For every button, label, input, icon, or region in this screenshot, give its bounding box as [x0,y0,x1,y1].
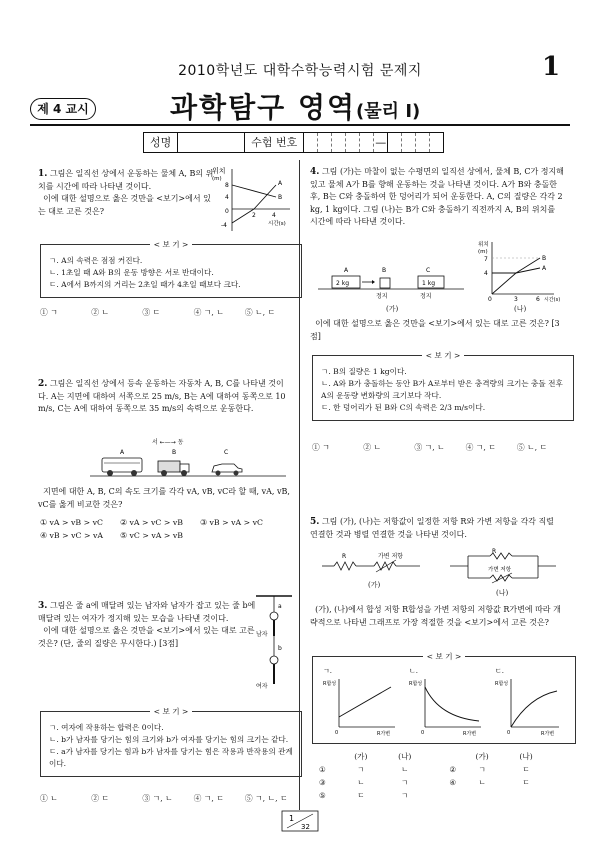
choice-number[interactable]: ② [449,765,457,774]
wheel-icon [181,470,187,476]
q5-curve-ga [339,687,391,717]
header-rule [30,124,570,126]
wheel-icon [234,471,239,476]
table-header: (나) [519,752,533,761]
q4-choice[interactable]: ⑤ ㄴ, ㄷ [516,443,548,452]
table-cell: ㄱ [401,778,409,787]
choice-number[interactable]: ⑤ [319,791,326,800]
q5-y-label: R합성 [495,681,509,687]
q3-rope-figure [254,594,294,694]
q1-number: 1. [38,169,48,179]
q1-choice[interactable]: ③ ㄷ [142,308,161,317]
q4-fig-ga [316,262,466,306]
exam-no-cell[interactable] [346,133,360,152]
exam-no-cell[interactable] [318,133,332,152]
q4-yunit: (m) [478,249,488,255]
q4-stem: 그림 (가)는 마찰이 없는 수평면의 일직선 상에서, 물체 B, C가 정지해 있고 물체 A가 B를 향해 운동하는 것을 나타낸 것이다. A가 B와 충돌한 후, B는 C와 충돌하여 한 덩어리가 되어 운동한다. A, C의 질량은 각각 2 kg, 1 kg이다. 그림 (나)는 B가 C와 충돌하기 직전까지 A, B의 위치를 시간에 따라 나타낸 것이다. [310,167,564,226]
q4-text [310,166,564,229]
q4-ytick: 7 [484,256,488,263]
q1-yunit: (m) [212,176,222,182]
table-row[interactable] [318,789,548,802]
q4-mass-c: 1 kg [422,280,436,287]
q4-question [310,318,564,343]
q1-question: 이에 대한 설명으로 옳은 것만을 <보기>에서 있는 대로 고른 것은? [38,194,211,216]
q3-bogi [40,707,302,777]
q4-series-label: A [542,265,547,272]
q3-label-woman: 여자 [256,683,268,690]
q5-graph-label: ㄴ. [409,667,418,675]
exam-no-cell[interactable] [332,133,346,152]
q2-choice[interactable]: ④ vB > vC > vA [40,531,103,540]
q4-xtick: 6 [536,296,540,302]
q2-number: 2. [38,379,48,389]
q4-bogi [312,351,574,421]
exam-no-cell[interactable] [416,133,430,152]
q4-xtick: 3 [514,296,518,302]
page-number: 1 [542,52,561,82]
name-label: 성명 [144,133,178,152]
q2-choice[interactable]: ② vA > vC > vB [120,518,183,527]
q1-bogi-item: ㄴ. 1초일 때 A와 B의 운동 방향은 서로 반대이다. [49,268,214,277]
q5-text [310,516,564,541]
q5-stem: 그림 (가), (나)는 저항값이 일정한 저항 R와 가변 저항을 각각 직렬 연결한 것과 병렬 연결한 것을 나타낸 것이다. [310,517,554,539]
q4-choice[interactable]: ① ㄱ [312,443,330,452]
svg-text:0: 0 [335,730,339,736]
q1-choices [40,307,296,318]
q4-series-a-line [492,273,516,294]
wheel-icon [131,470,137,476]
name-field[interactable] [178,133,245,152]
q4-block-label: A [344,267,349,274]
wheel-icon [107,470,113,476]
q4-choice[interactable]: ④ ㄱ, ㄷ [465,443,496,452]
q2-choices-row2 [40,531,200,540]
q3-choices [40,793,296,804]
table-cell: ㄴ [478,778,486,787]
footer-page: 1 [289,814,295,823]
q5-r-label: R [492,548,497,555]
exam-no-dash: — [374,133,388,152]
q2-question-text: 지면에 대한 A, B, C의 속도 크기를 각각 vA, vB, vC라 할 때, vA, vB, vC를 옳게 비교한 것은? [38,487,290,509]
q4-bogi-title: < 보 기 > [422,351,465,360]
q5-var-label: 가변 저항 [488,567,512,573]
footer-total: 32 [301,823,310,831]
q4-block-label: B [382,267,387,274]
q3-choice[interactable]: ① ㄴ [40,794,58,803]
q5-caption-ga: (가) [368,581,381,589]
exam-no-cell[interactable] [304,133,318,152]
q3-choice[interactable]: ④ ㄱ, ㄷ [193,794,224,803]
q4-question-text: 이에 대한 설명으로 옳은 것만을 <보기>에서 있는 대로 고른 것은? [3점] [310,319,560,341]
q5-var-label: 가변 저항 [378,553,404,560]
q3-choice[interactable]: ② ㄷ [91,794,110,803]
q4-mass-a: 2 kg [336,280,350,287]
q3-bogi-title: < 보 기 > [150,707,193,716]
q1-ytick: 4 [225,194,229,201]
q5-question-text: (가), (나)에서 합성 저항 R합성을 가변 저항의 저항값 R가변에 따라 개략적으로 나타낸 그래프로 가장 적절한 것을 <보기>에서 고른 것은? [310,605,561,627]
q4-choice[interactable]: ② ㄴ [363,443,382,452]
q4-wall-label: 정지 [420,293,432,300]
q2-text [38,378,292,416]
q1-series-label-a: A [278,180,283,187]
q2-choice[interactable]: ⑤ vC > vA > vB [120,531,183,540]
q2-car-label: B [172,449,177,456]
q5-y-label: R합성 [323,681,337,687]
woman-head-icon [270,656,278,664]
q5-x-label: R가변 [463,731,477,737]
choice-number[interactable]: ③ [319,778,326,787]
resistor-icon [490,553,512,559]
q4-block-label: C [426,267,431,274]
q5-y-label: R합성 [409,681,423,687]
q1-ytick: -4 [221,222,227,229]
q3-stem: 그림은 줄 a에 매달려 있는 남자와 남자가 잡고 있는 줄 b에 매달려 있는 여자가 정지해 있는 모습을 나타낸 것이다. [38,601,256,623]
q2-stem: 그림은 일직선 상에서 등속 운동하는 자동차 A, B, C를 나타낸 것이다. A는 지면에 대하여 서쪽으로 25 m/s, B는 A에 대하여 동쪽으로 10 m/s, C는 A에 대하여 동쪽으로 35 m/s의 속력으로 운동한다. [38,379,286,413]
table-header-row [318,750,548,763]
q3-bogi-item: ㄱ. 여자에 작용하는 합력은 0이다. [49,723,164,732]
q1-xtick: 2 [252,212,256,219]
table-header: (가) [354,752,368,761]
q3-bogi-item: ㄴ. b가 남자를 당기는 힘의 크기와 b가 여자를 당기는 힘의 크기는 같다. [49,735,289,744]
q1-xlabel: 시간(s) [268,221,286,227]
q4-ylabel: 위치 [478,242,489,248]
q4-caption-ga: (가) [386,305,399,313]
q3-label-a: a [278,603,282,610]
q1-choice[interactable]: ① ㄱ [40,308,58,317]
choice-number[interactable]: ④ [449,778,457,787]
q5-caption-na: (나) [496,589,509,597]
table-row[interactable] [318,776,548,789]
q5-series-circuit [320,548,430,578]
q4-xlabel: 시간(s) [544,297,561,302]
page-indicator [281,810,319,832]
q1-choice[interactable]: ④ ㄱ, ㄴ [193,308,224,317]
q4-ytick: 4 [484,270,488,277]
q4-number: 4. [310,167,320,177]
q2-direction: 서 ←—→ 동 [152,439,184,446]
q1-series-label-b: B [278,194,283,201]
wheel-icon [216,471,221,476]
subject-name: 과학탐구 영역 [170,91,357,124]
q2-choices-row1 [40,518,280,527]
q3-number: 3. [38,601,48,611]
table-header: (나) [398,752,412,761]
q3-question: 이에 대한 설명으로 옳은 것만을 <보기>에서 있는 대로 고른 것은? (단, 줄의 질량은 무시한다.) [3점] [38,626,255,648]
q5-graph-label: ㄱ. [323,667,332,675]
q2-choice[interactable]: ① vA > vB > vC [40,518,103,527]
exam-title: 2010학년도 대학수학능력시험 문제지 [178,63,422,79]
q4-wall-label: 정지 [376,293,388,300]
q1-ytick: 8 [225,182,229,189]
q5-bogi-graphs [319,661,569,739]
choice-number[interactable]: ① [319,765,326,774]
subject-title [170,86,420,126]
q1-stem: 그림은 일직선 상에서 운동하는 물체 A, B의 위치를 시간에 따라 나타낸 것이다. [38,169,214,191]
q4-bogi-item: ㄱ. B의 질량은 1 kg이다. [321,367,407,376]
exam-no-cell[interactable] [402,133,416,152]
man-head-icon [270,612,278,620]
q5-r-label: R [342,553,347,560]
resistor-icon [334,562,356,570]
table-cell: ㄷ [357,791,365,800]
q5-parallel-circuit [448,546,558,586]
truck-icon [158,461,180,472]
q1-bogi-item: ㄱ. A의 속력은 점점 커진다. [49,256,143,265]
wheel-icon [161,470,167,476]
subject-sub: (물리 I) [356,101,421,122]
q4-caption-na: (나) [514,305,527,313]
q5-bogi [312,652,576,744]
block-b [380,278,390,288]
q5-answer-table [318,750,548,802]
table-cell: ㄱ [357,765,365,774]
q4-choice[interactable]: ③ ㄱ, ㄴ [414,443,445,452]
table-cell: ㄱ [478,765,486,774]
q4-bogi-item: ㄷ. 한 덩어리가 된 B와 C의 속력은 2/3 m/s이다. [321,403,486,412]
q5-curve-da [511,691,557,727]
period-badge: 제 4 교시 [30,98,96,120]
q5-x-label: R가변 [377,731,391,737]
q1-position-graph [210,165,292,233]
q5-bogi-title: < 보 기 > [423,652,466,661]
table-cell: ㄷ [522,765,530,774]
exam-no-cell[interactable] [388,133,402,152]
name-exam-box [143,132,444,153]
q1-bogi-title: < 보 기 > [150,240,193,249]
exam-no-label: 수험 번호 [245,133,304,152]
q1-bogi-item: ㄷ. A에서 B까지의 거리는 2초일 때가 4초일 때보다 크다. [49,280,241,289]
q5-x-label: R가변 [541,731,555,737]
bus-icon [102,458,142,472]
table-cell: ㄱ [401,791,409,800]
q2-car-label: C [224,449,229,456]
car-icon [212,464,242,472]
q1-series-a-line [232,209,254,223]
q1-series-a-line [254,185,276,209]
q5-question [310,604,564,629]
exam-no-cell[interactable] [430,133,443,152]
table-cell: ㄴ [357,778,365,787]
q1-series-b-line [232,185,276,197]
table-cell: ㄷ [522,778,530,787]
table-row[interactable] [318,763,548,776]
q5-curve-na [425,687,479,721]
q4-choices [312,442,568,453]
q1-ytick: 0 [225,208,229,215]
q5-number: 5. [310,517,320,527]
q4-xtick: 0 [488,296,492,302]
svg-text:0: 0 [507,730,511,736]
svg-text:0: 0 [421,730,425,736]
q4-series-label: B [542,255,547,262]
q4-fig-na-graph [474,238,564,302]
q2-cars-figure [88,446,288,480]
q3-label-man: 남자 [256,631,268,638]
q2-question [38,486,292,511]
variable-resistor-icon [374,562,396,570]
q1-ylabel: 위치 [212,167,226,175]
q3-text [38,600,256,650]
q4-bogi-item: ㄴ. A와 B가 충돌하는 동안 B가 A로부터 받은 충격량의 크기는 충돌 전후 A의 운동량 변화량의 크기보다 작다. [321,379,563,400]
variable-resistor-icon [490,575,512,581]
q1-text [38,168,218,218]
q2-car-label: A [120,449,125,456]
q1-choice[interactable]: ⑤ ㄴ, ㄷ [244,308,276,317]
table-cell: ㄴ [401,765,409,774]
exam-no-cell[interactable] [360,133,374,152]
q5-graph-label: ㄷ. [495,667,504,675]
q3-choice[interactable]: ③ ㄱ, ㄴ [142,794,173,803]
q1-xtick: 4 [272,212,276,219]
q1-choice[interactable]: ② ㄴ [91,308,110,317]
q3-choice[interactable]: ⑤ ㄱ, ㄴ, ㄷ [244,794,288,803]
q3-label-b: b [278,645,282,652]
table-header: (가) [475,752,489,761]
q2-choice[interactable]: ③ vB > vA > vC [200,518,263,527]
q1-bogi [40,240,302,298]
q3-bogi-item: ㄷ. a가 남자를 당기는 힘과 b가 남자를 당기는 힘은 작용과 반작용의 관계이다. [49,747,293,768]
